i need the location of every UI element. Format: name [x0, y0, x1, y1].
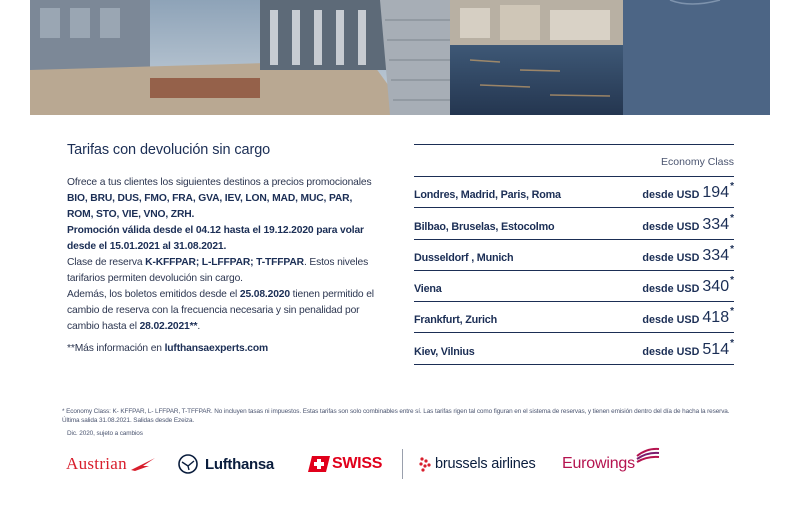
fare-price: [642, 306, 734, 327]
more-info: [67, 343, 377, 354]
footnote-conditions: * Economy Class: K- KFFPAR, L- LFFPAR, T-TFFPAR. No incluyen tasas ni impuestos. Estas tarifas son solo combinables entre sí. Las tarifas rigen tal como figuran en el sistema de reservas, y tienen emisión dentro del día de hacha la reserva. Última salida 31.08.2021. Salidas desde Ezeiza.: [62, 408, 730, 424]
booking-classes: K-KFFPAR; L-LFFPAR; T-TFFPAR: [145, 257, 304, 268]
fare-row: [414, 302, 734, 333]
headline: Tarifas con devolución sin cargo: [67, 142, 271, 158]
change-date-start: 25.08.2020: [239, 289, 290, 300]
hero-image: [30, 0, 770, 115]
fare-from-label: desde USD: [642, 314, 700, 327]
footnote-date: Dic. 2020, sujeto a cambios: [67, 430, 143, 437]
change-mid: tienen permitido el cambio de reserva con la frecuencia necesaria y sin penalidad por cambio hasta el: [67, 289, 374, 332]
fare-amount: 418: [702, 309, 730, 327]
fare-footnote-mark: *: [730, 181, 734, 193]
fare-from-label: desde USD: [642, 189, 700, 202]
fare-route: Bilbao, Bruselas, Estocolmo: [414, 220, 555, 233]
fare-table: [414, 144, 734, 365]
fare-price: [642, 275, 734, 296]
fare-amount: 334: [702, 246, 730, 264]
booking-class-suffix: . Estos niveles tarifarios permiten devolución sin cargo.: [67, 257, 369, 284]
fare-amount: 334: [702, 215, 730, 233]
fare-route: Kiev, Vilnius: [414, 345, 475, 358]
fare-footnote-mark: *: [730, 243, 734, 255]
destination-codes: BIO, BRU, DUS, FMO, FRA, GVA, IEV, LON, MAD, MUC, PAR, ROM, STO, VIE, VNO, ZRH.: [67, 193, 353, 220]
eurowings-logo: [562, 446, 661, 482]
fare-route: Frankfurt, Zurich: [414, 314, 497, 327]
lufthansa-crane-icon: [178, 454, 198, 474]
swiss-wordmark: SWISS: [332, 455, 383, 472]
fare-price: [642, 243, 734, 264]
fare-row: [414, 177, 734, 208]
more-info-prefix: **Más información en: [67, 343, 165, 354]
brussels-airlines-logo: [418, 446, 536, 482]
more-info-link[interactable]: lufthansaexperts.com: [164, 343, 269, 354]
lufthansa-wordmark: Lufthansa: [205, 455, 274, 473]
promo-body: [67, 175, 377, 335]
austrian-logo: [66, 446, 157, 482]
fare-row: [414, 333, 734, 364]
fare-footnote-mark: *: [730, 337, 734, 349]
change-end: .: [197, 321, 201, 332]
fare-price: [642, 181, 734, 202]
body-intro: Ofrece a tus clientes los siguientes destinos a precios promocionales: [67, 177, 372, 188]
airline-logos: [66, 446, 766, 482]
fare-from-label: desde USD: [642, 283, 700, 296]
fare-row: [414, 208, 734, 239]
fare-amount: 514: [702, 340, 730, 358]
lufthansa-logo: [178, 446, 274, 482]
brussels-wordmark: brussels airlines: [435, 456, 536, 472]
swiss-cross-icon: [308, 455, 330, 473]
eurowings-wing-icon: [635, 446, 661, 468]
logo-divider: [402, 449, 403, 479]
fare-class-label: Economy Class: [414, 145, 734, 177]
change-prefix: Además, los boletos emitidos desde el: [67, 289, 240, 300]
austrian-wordmark: Austrian: [66, 454, 127, 473]
change-date-end: 28.02.2021**: [139, 321, 198, 332]
fare-amount: 340: [702, 278, 730, 296]
brussels-dots-icon: [418, 455, 432, 473]
fare-price: [642, 337, 734, 358]
fare-price: [642, 212, 734, 233]
promo-description: [67, 142, 377, 354]
booking-class-prefix: Clase de reserva: [67, 257, 146, 268]
swiss-logo: [308, 446, 382, 482]
fare-route: Viena: [414, 283, 442, 296]
fare-footnote-mark: *: [730, 275, 734, 287]
fare-route: Londres, Madrid, Paris, Roma: [414, 189, 561, 202]
promo-validity: Promoción válida desde el 04.12 hasta el 19.12.2020 para volar desde el 15.01.2021 al 31.08.2021.: [67, 225, 364, 252]
fare-route: Dusseldorf , Munich: [414, 251, 514, 264]
fare-from-label: desde USD: [642, 345, 700, 358]
fare-row: [414, 240, 734, 271]
eurowings-wordmark: Eurowings: [562, 455, 635, 472]
fare-footnote-mark: *: [730, 212, 734, 224]
fare-from-label: desde USD: [642, 220, 700, 233]
fare-amount: 194: [702, 184, 730, 202]
austrian-arrow-icon: [129, 456, 157, 472]
fare-from-label: desde USD: [642, 251, 700, 264]
fare-footnote-mark: *: [730, 306, 734, 318]
fare-row: [414, 271, 734, 302]
footnotes: [62, 407, 742, 438]
